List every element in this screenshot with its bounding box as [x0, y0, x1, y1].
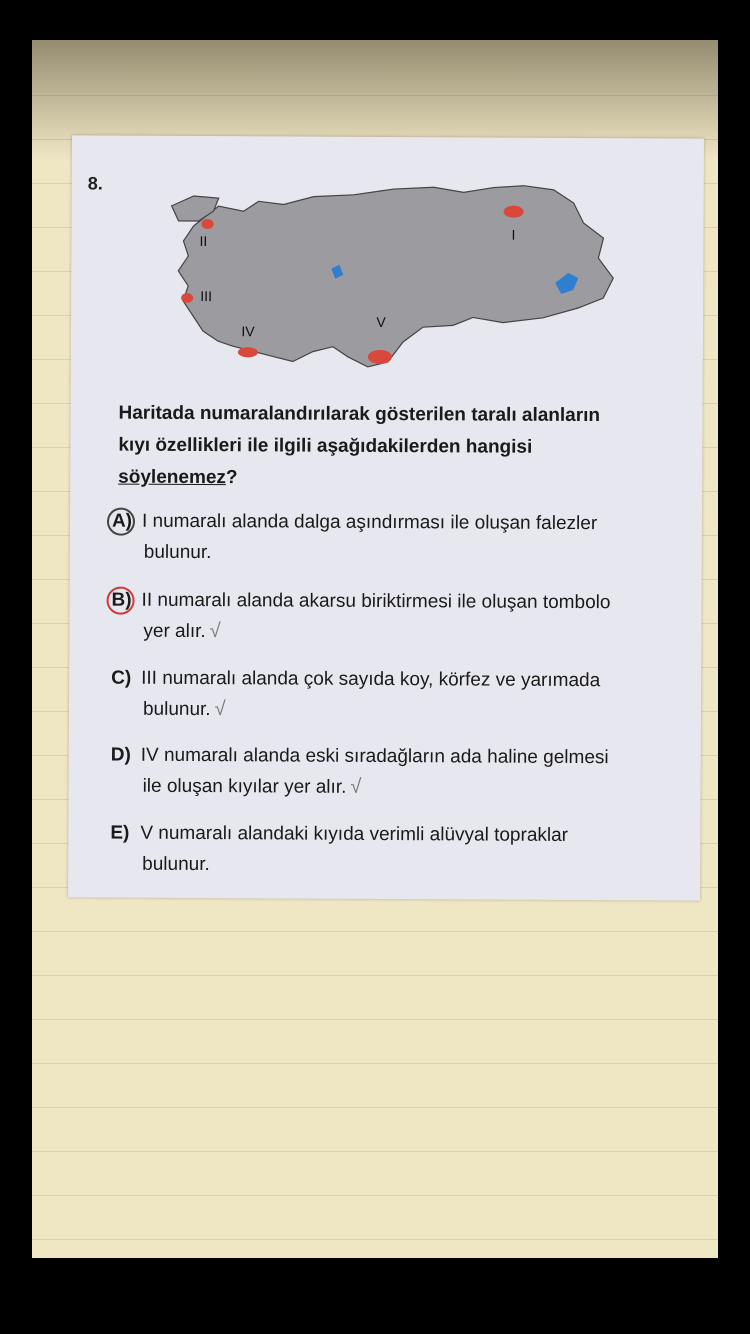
option-a[interactable]: [112, 506, 692, 571]
stem-underlined-word: söylenemez: [118, 466, 226, 489]
option-b-line2: yer alır. √: [143, 620, 221, 643]
option-letter-e: E): [110, 822, 130, 844]
option-d-line1: IV numaralı alanda eski sıradağların ada haline gelmesi: [140, 744, 609, 769]
option-a-line2: bulunur.: [143, 541, 212, 564]
option-c-line1: III numaralı alanda çok sayıda koy, körfez ve yarımada: [141, 667, 601, 692]
question-number: 8.: [87, 173, 103, 194]
question-stem: [118, 398, 678, 497]
option-letter-d: D): [110, 744, 131, 766]
option-letter-b: B): [111, 585, 141, 616]
circled-mark-b: [106, 587, 134, 615]
check-mark-c: √: [214, 698, 226, 721]
option-letter-c: C): [111, 667, 132, 689]
question-sheet: [68, 135, 704, 900]
option-c[interactable]: [111, 663, 691, 728]
option-e[interactable]: [110, 818, 690, 883]
map-label-IV: IV: [241, 323, 255, 340]
map-label-I: I: [511, 226, 516, 243]
option-letter-a: A): [112, 506, 142, 537]
highlight-I: [504, 206, 524, 218]
map-label-III: III: [200, 288, 213, 305]
stem-question-mark: ?: [225, 467, 238, 489]
map-label-V: V: [376, 313, 386, 330]
check-mark-d: √: [350, 775, 362, 798]
option-d-line2: ile oluşan kıyılar yer alır. √: [142, 775, 362, 798]
map-label-II: II: [199, 233, 208, 250]
circled-mark-a: [107, 508, 135, 536]
option-b-line1: II numaralı alanda akarsu biriktirmesi ile oluşan tombolo: [141, 589, 611, 614]
check-mark-b: √: [209, 620, 221, 643]
option-c-line2: bulunur. √: [142, 698, 226, 721]
highlight-V: [368, 350, 392, 364]
option-e-line1: V numaralı alandaki kıyıda verimli alüvyal topraklar: [140, 822, 569, 846]
turkey-land: [178, 184, 614, 368]
option-b[interactable]: [111, 585, 691, 650]
highlight-III: [181, 293, 193, 303]
stem-line-1: Haritada numaralandırılarak gösterilen taralı alanların: [118, 402, 601, 427]
option-d[interactable]: [111, 740, 691, 805]
stem-line-2: kıyı özellikleri ile ilgili aşağıdakilerden hangisi: [118, 434, 533, 458]
option-e-line2: bulunur.: [142, 853, 210, 876]
highlight-II: [202, 219, 214, 229]
turkey-map: [163, 166, 624, 398]
option-a-line1: I numaralı alanda dalga aşındırması ile oluşan falezler: [141, 510, 598, 535]
stem-line-3: [118, 462, 678, 497]
